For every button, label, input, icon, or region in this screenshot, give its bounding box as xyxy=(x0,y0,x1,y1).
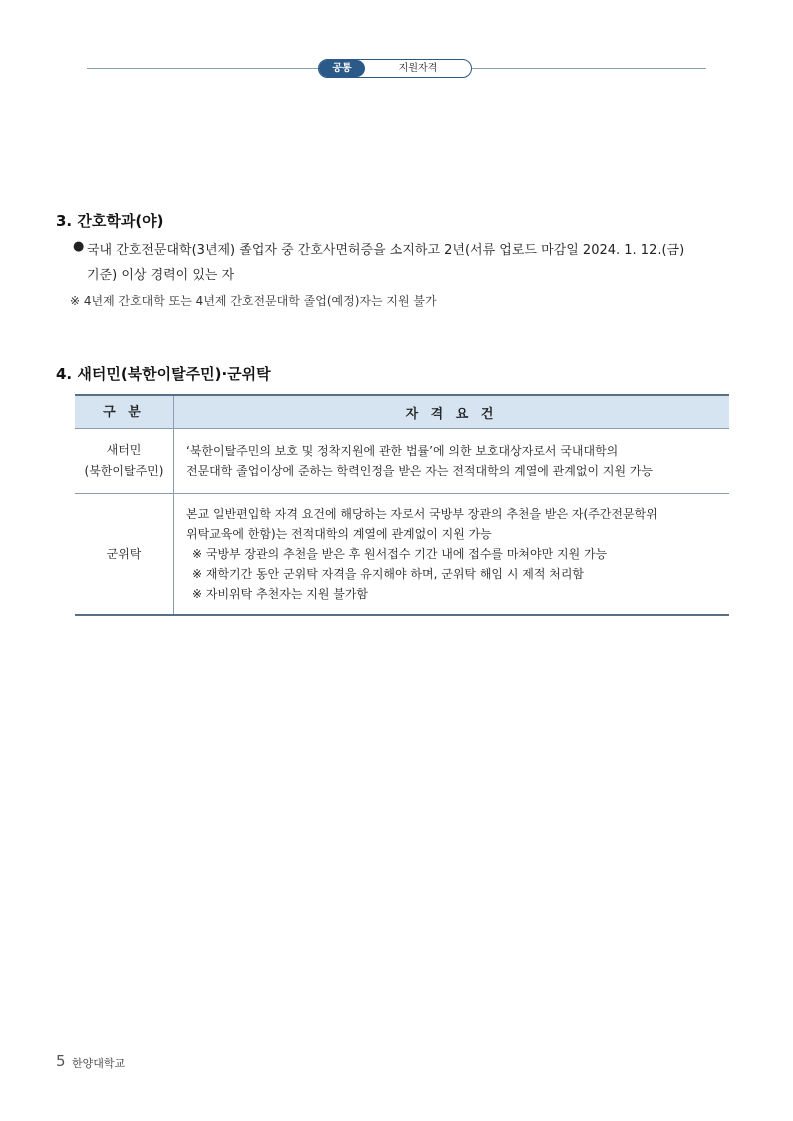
section-4-title: 4. 새터민(북한이탈주민)·군위탁 xyxy=(56,365,271,383)
page-number: 5 xyxy=(56,1052,66,1070)
table-row xyxy=(75,494,729,616)
section-3-note: ※ 4년제 간호대학 또는 4년제 간호전문대학 졸업(예정)자는 지원 불가 xyxy=(70,294,437,308)
category-line: 새터민 xyxy=(106,443,142,457)
section-3-title: 3. 간호학과(야) xyxy=(56,212,164,230)
category-line: (북한이탈주민) xyxy=(84,464,164,478)
header-requirements: 자 격 요 건 xyxy=(174,395,730,429)
section-3-bullet-line1: 국내 간호전문대학(3년제) 졸업자 중 간호사면허증을 소지하고 2년(서류 업로드 마감일 2024. 1. 12.(금) xyxy=(87,243,685,258)
row-category xyxy=(75,429,174,494)
bullet-dot-icon: ● xyxy=(73,239,85,254)
requirement-note: ※ 자비위탁 추천자는 지원 불가함 xyxy=(192,587,369,601)
eligibility-table xyxy=(75,394,729,616)
category-line: 군위탁 xyxy=(106,546,142,561)
header-category: 구 분 xyxy=(75,395,174,429)
header-rule-left xyxy=(87,68,323,69)
section-tab xyxy=(318,59,472,78)
requirement-note: ※ 재학기간 동안 군위탁 자격을 유지해야 하며, 군위탁 해임 시 제적 처리함 xyxy=(192,567,584,581)
section-badge: 공통 xyxy=(319,60,365,77)
table-header-row xyxy=(75,395,729,429)
requirement-line: 본교 일반편입학 자격 요건에 해당하는 자로서 국방부 장관의 추천을 받은 자(주간전문학위 xyxy=(186,507,658,521)
requirement-line: 전문대학 졸업이상에 준하는 학력인정을 받은 자는 전적대학의 계열에 관계없이 지원 가능 xyxy=(186,464,654,478)
header-rule-right xyxy=(470,68,706,69)
row-category xyxy=(75,494,174,616)
row-requirements xyxy=(174,429,730,494)
section-label: 지원자격 xyxy=(398,63,438,74)
requirement-line: 위탁교육에 한함)는 전적대학의 계열에 관계없이 지원 가능 xyxy=(186,527,492,541)
requirement-line: ‘북한이탈주민의 보호 및 정착지원에 관한 법률’에 의한 보호대상자로서 국내대학의 xyxy=(186,444,619,458)
table-row xyxy=(75,429,729,494)
row-requirements xyxy=(174,494,730,616)
school-name: 한양대학교 xyxy=(72,1057,126,1070)
section-3-bullet-line2: 기준) 이상 경력이 있는 자 xyxy=(87,268,235,283)
requirement-note: ※ 국방부 장관의 추천을 받은 후 원서접수 기간 내에 접수를 마쳐야만 지원 가능 xyxy=(192,547,608,561)
